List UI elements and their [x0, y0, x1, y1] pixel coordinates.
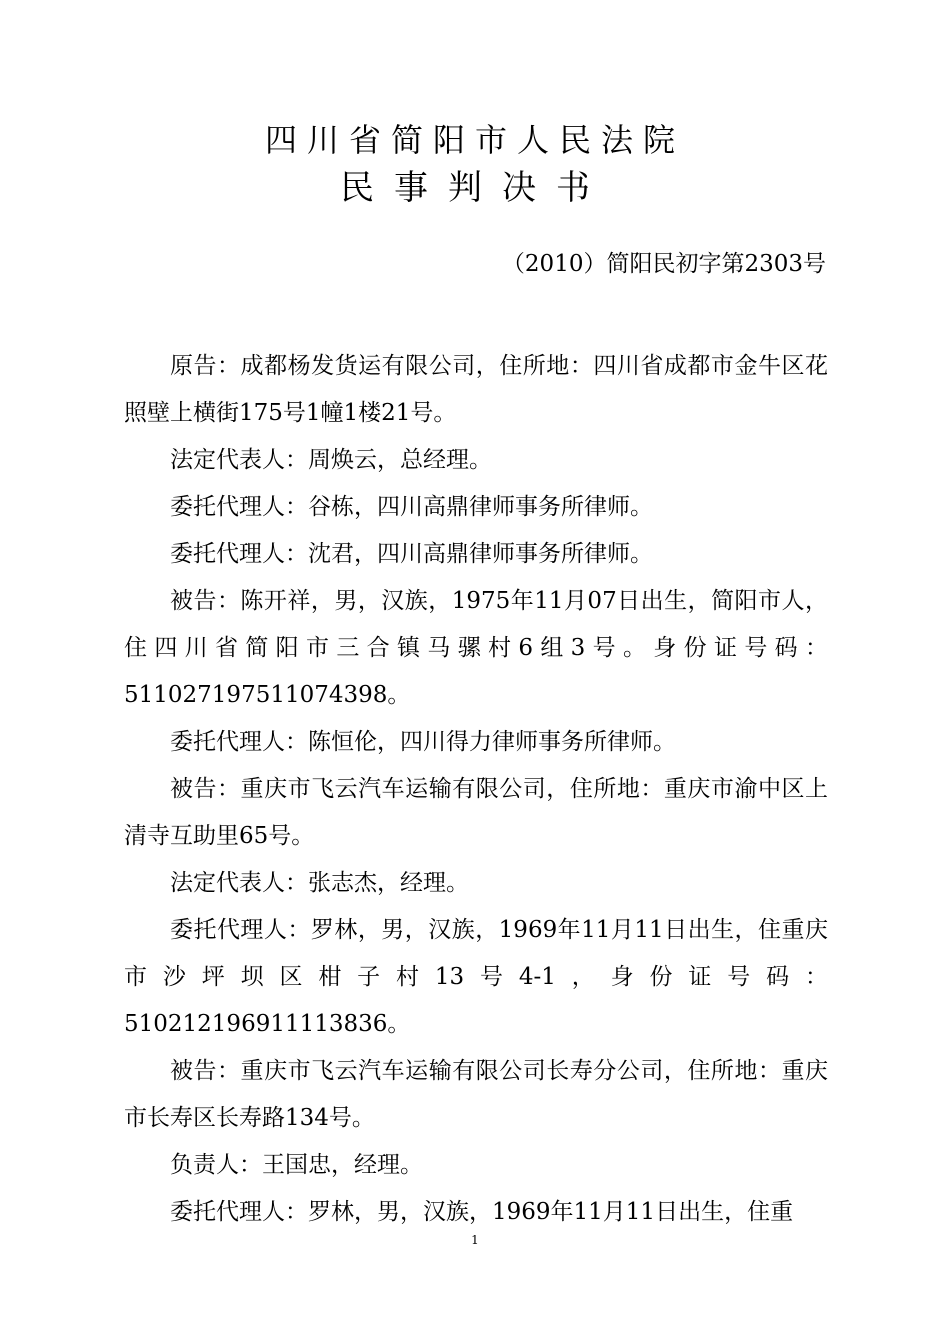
case-number: （2010）简阳民初字第2303号 [501, 251, 826, 277]
page-number: 1 [471, 1233, 479, 1247]
paragraph-defendant-2-legal-representative: 法定代表人：张志杰，经理。 [170, 870, 469, 896]
paragraph-defendant-3-responsible-person: 负责人：王国忠，经理。 [170, 1152, 423, 1178]
paragraph-defendant-1-agent: 委托代理人：陈恒伦，四川得力律师事务所律师。 [170, 729, 676, 755]
paragraph-defendant-2-agent: 委托代理人：罗林，男，汉族，1969年11月11日出生，住重庆市沙坪坝区柑子村13号4-1，身份证号码：510212196911113836。 [124, 917, 828, 1037]
court-name: 四川省简阳市人民法院 [264, 121, 685, 159]
paragraph-plaintiff-agent-1: 委托代理人：谷栋，四川高鼎律师事务所律师。 [170, 494, 653, 520]
paragraph-plaintiff: 原告：成都杨发货运有限公司，住所地：四川省成都市金牛区花照壁上横街175号1幢1楼21号。 [124, 353, 828, 426]
paragraph-defendant-2: 被告：重庆市飞云汽车运输有限公司，住所地：重庆市渝中区上清寺互助里65号。 [124, 776, 828, 849]
paragraph-plaintiff-legal-representative: 法定代表人：周焕云，总经理。 [170, 447, 492, 473]
paragraph-defendant-3: 被告：重庆市飞云汽车运输有限公司长寿分公司，住所地：重庆市长寿区长寿路134号。 [124, 1058, 828, 1131]
paragraph-defendant-1: 被告：陈开祥，男，汉族，1975年11月07日出生，简阳市人，住四川省简阳市三合镇马骡村6组3号。身份证号码：511027197511074398。 [124, 588, 828, 708]
paragraph-defendant-3-agent: 委托代理人：罗林，男，汉族，1969年11月11日出生，住重 [170, 1199, 794, 1225]
paragraph-plaintiff-agent-2: 委托代理人：沈君，四川高鼎律师事务所律师。 [170, 541, 653, 567]
document-type-title: 民事判决书 [340, 168, 610, 208]
judgment-body [124, 343, 828, 1236]
